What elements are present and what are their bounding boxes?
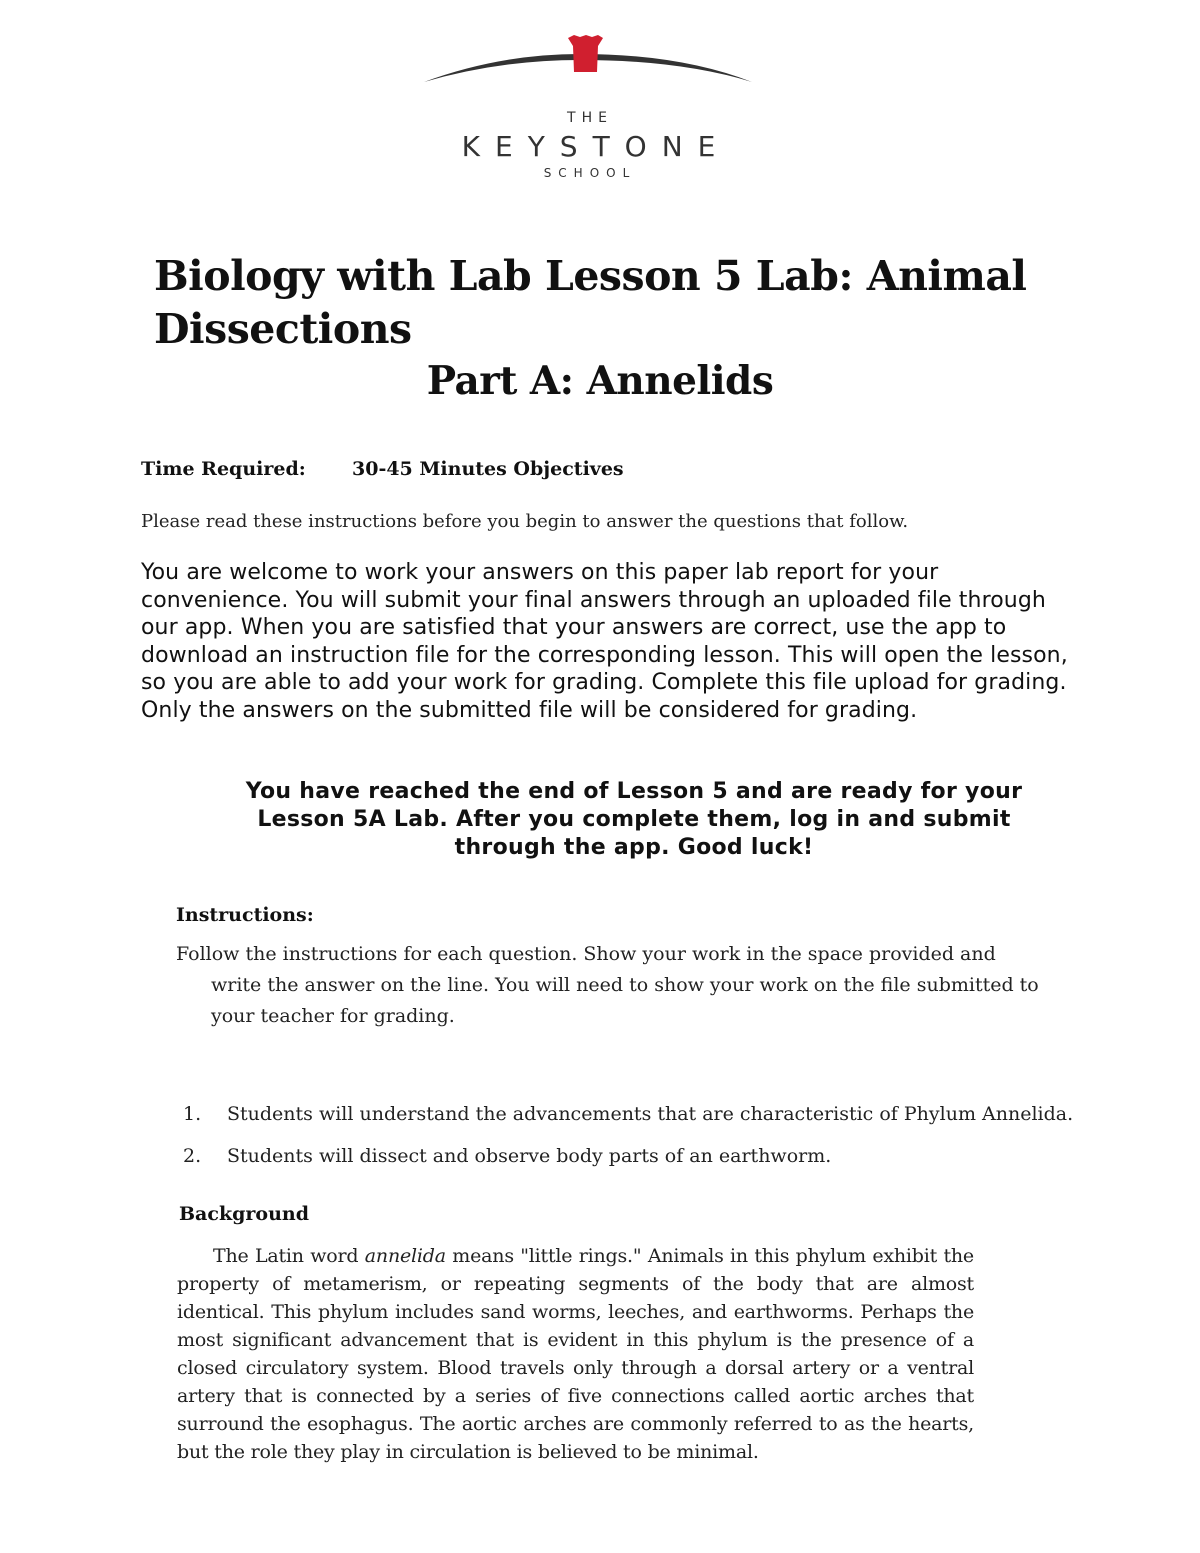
time-required-row [141,456,624,482]
background-text-start: The Latin word [213,1245,365,1267]
lesson-end-notice: You have reached the end of Lesson 5 and are ready for your Lesson 5A Lab. After you complete them, log in and submit through the app. Good luck! [245,779,1023,860]
time-required-label: Time Required: [141,458,306,480]
instructions-heading: Instructions: [176,904,314,926]
time-required-value: 30-45 Minutes Objectives [352,458,624,480]
logo-text-school: SCHOOL [543,166,637,180]
logo-text-the: THE [567,110,613,126]
objective-text: Students will understand the advancements that are characteristic of Phylum Annelida. [227,1103,1074,1125]
document-subtitle: Part A: Annelids [426,358,774,404]
background-paragraph [177,1242,974,1466]
objective-item [183,1142,1073,1170]
keystone-icon [568,35,603,72]
welcome-paragraph: You are welcome to work your answers on this paper lab report for your convenience. You will submit your final answers through an uploaded file through our app. When you are satisfied that your answers are correct, use the app to download an instruction file for the corresponding lesson. This will open the lesson, so you are able to add your work for grading. Complete this file upload for grading. Only the answers on the submitted file will be considered for grading. [141,560,1068,723]
objective-text: Students will dissect and observe body parts of an earthworm. [227,1145,832,1167]
logo-text-keystone: KEYSTONE [461,130,731,163]
background-term: annelida [364,1245,446,1267]
objective-item [183,1100,1073,1128]
instructions-body: Follow the instructions for each question. Show your work in the space provided and write the answer on the line. You will need to show your work on the file submitted to your teacher for grading. [176,943,1039,1027]
objectives-list [183,1100,1073,1170]
document-title: Biology with Lab Lesson 5 Lab: Animal Dissections [154,252,1027,353]
objective-number: 2. [183,1145,202,1167]
keystone-school-logo [420,32,760,180]
intro-paragraph: Please read these instructions before you begin to answer the questions that follow. [141,511,909,532]
background-heading: Background [179,1203,309,1225]
objective-number: 1. [183,1103,202,1125]
background-text-rest: means "little rings." Animals in this phylum exhibit the property of metamerism, or repeating segments of the body that are almost identical. This phylum includes sand worms, leeches, and earthworms. Perhaps the most significant advancement that is evident in this phylum is the presence of a closed circulatory system. Blood travels only through a dorsal artery or a ventral artery that is connected by a series of five connections called aortic arches that surround the esophagus. The aortic arches are commonly referred to as the hearts, but the role they play in circulation is believed to be minimal. [177,1245,974,1463]
keystone-logo-graphic [420,32,760,112]
